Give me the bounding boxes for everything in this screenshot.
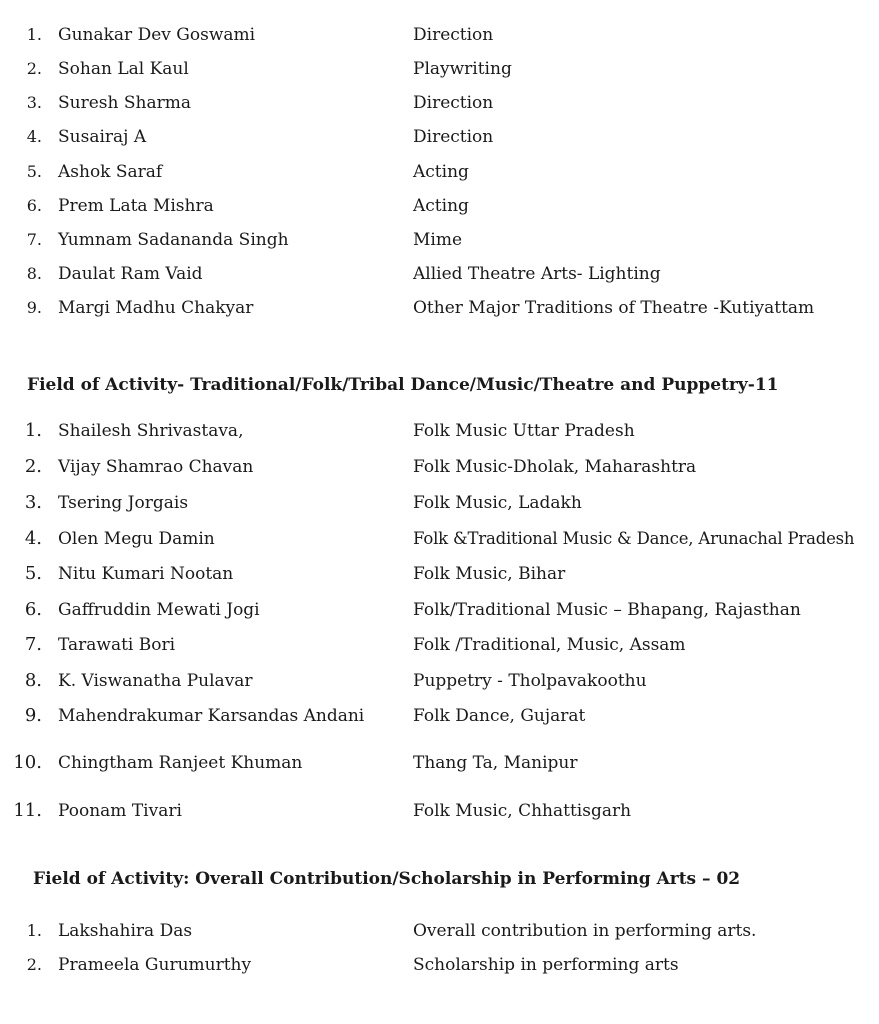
awardee-row <box>0 799 879 823</box>
item-number: 8. <box>26 264 42 283</box>
activity-field: Folk Music, Bihar <box>413 564 566 584</box>
activity-field: Allied Theatre Arts- Lighting <box>413 264 661 284</box>
section-heading: Field of Activity: Overall Contribution/Scholarship in Performing Arts – 02 <box>33 869 741 889</box>
awardee-row <box>0 125 879 149</box>
awardee-name: Margi Madhu Chakyar <box>58 298 254 318</box>
item-number: 2. <box>26 955 42 974</box>
item-number: 9. <box>24 705 42 726</box>
awardee-row <box>0 633 879 657</box>
awardee-row <box>0 455 879 479</box>
awardee-row <box>0 296 879 320</box>
awardee-name: Ashok Saraf <box>58 162 163 182</box>
awardee-name: Nitu Kumari Nootan <box>58 564 234 584</box>
item-number: 8. <box>24 670 42 691</box>
item-number: 2. <box>26 59 42 78</box>
awardee-name: Daulat Ram Vaid <box>58 264 203 284</box>
awardee-row <box>0 160 879 184</box>
activity-field: Puppetry - Tholpavakoothu <box>413 671 647 691</box>
item-number: 5. <box>24 563 42 584</box>
awardee-name: Olen Megu Damin <box>58 529 215 549</box>
activity-field: Acting <box>413 196 469 216</box>
item-number: 4. <box>26 127 42 146</box>
awardee-name: Gunakar Dev Goswami <box>58 25 256 45</box>
awardee-name: Vijay Shamrao Chavan <box>58 457 254 477</box>
item-number: 2. <box>24 456 42 477</box>
activity-field: Direction <box>413 127 494 147</box>
item-number: 6. <box>26 196 42 215</box>
item-number: 7. <box>24 634 42 655</box>
awardee-name: Suresh Sharma <box>58 93 191 113</box>
item-number: 7. <box>26 230 42 249</box>
activity-field: Overall contribution in performing arts. <box>413 921 757 941</box>
awardee-name: Gaffruddin Mewati Jogi <box>58 600 260 620</box>
awardee-row <box>0 751 879 775</box>
activity-field: Scholarship in performing arts <box>413 955 679 975</box>
awardee-name: Lakshahira Das <box>58 921 193 941</box>
awardee-row <box>0 953 879 977</box>
awardee-row <box>0 562 879 586</box>
item-number: 3. <box>24 492 42 513</box>
item-number: 3. <box>26 93 42 112</box>
awardee-name: Tarawati Bori <box>58 635 176 655</box>
awardee-row <box>0 194 879 218</box>
activity-field: Folk Music-Dholak, Maharashtra <box>413 457 697 477</box>
item-number: 11. <box>13 800 42 821</box>
awardee-row <box>0 598 879 622</box>
awardee-name: Shailesh Shrivastava, <box>58 421 244 441</box>
activity-field: Direction <box>413 25 494 45</box>
awardee-row <box>0 419 879 443</box>
awardee-row <box>0 228 879 252</box>
awardee-row <box>0 669 879 693</box>
awardee-name: Yumnam Sadananda Singh <box>58 230 289 250</box>
awardee-name: Sohan Lal Kaul <box>58 59 189 79</box>
awardee-row <box>0 23 879 47</box>
awardee-name: Prameela Gurumurthy <box>58 955 252 975</box>
activity-field: Playwriting <box>413 59 512 79</box>
item-number: 10. <box>13 752 42 773</box>
item-number: 9. <box>26 298 42 317</box>
activity-field: Folk Dance, Gujarat <box>413 706 586 726</box>
section-heading: Field of Activity- Traditional/Folk/Tribal Dance/Music/Theatre and Puppetry-11 <box>27 375 779 395</box>
awardee-name: Tsering Jorgais <box>58 493 189 513</box>
awardee-row <box>0 704 879 728</box>
activity-field: Folk Music, Chhattisgarh <box>413 801 632 821</box>
item-number: 1. <box>26 921 42 940</box>
awardee-name: Susairaj A <box>58 127 147 147</box>
awardee-row <box>0 491 879 515</box>
awardee-row <box>0 91 879 115</box>
awardee-row <box>0 919 879 943</box>
awardee-row <box>0 57 879 81</box>
awardee-name: K. Viswanatha Pulavar <box>58 671 253 691</box>
item-number: 6. <box>24 599 42 620</box>
awardee-row <box>0 527 879 551</box>
awardee-name: Mahendrakumar Karsandas Andani <box>58 706 365 726</box>
activity-field: Mime <box>413 230 463 250</box>
item-number: 4. <box>24 528 42 549</box>
awardee-row <box>0 262 879 286</box>
activity-field: Folk /Traditional, Music, Assam <box>413 635 686 655</box>
awardee-name: Poonam Tivari <box>58 801 182 821</box>
item-number: 1. <box>26 25 42 44</box>
item-number: 1. <box>24 420 42 441</box>
activity-field: Other Major Traditions of Theatre -Kutiyattam <box>413 298 815 318</box>
activity-field: Folk &Traditional Music & Dance, Arunachal Pradesh <box>413 529 855 548</box>
awardee-name: Chingtham Ranjeet Khuman <box>58 753 303 773</box>
activity-field: Folk Music Uttar Pradesh <box>413 421 635 441</box>
activity-field: Thang Ta, Manipur <box>413 753 578 773</box>
activity-field: Acting <box>413 162 469 182</box>
item-number: 5. <box>26 162 42 181</box>
activity-field: Folk/Traditional Music – Bhapang, Rajasthan <box>413 600 801 620</box>
activity-field: Direction <box>413 93 494 113</box>
activity-field: Folk Music, Ladakh <box>413 493 582 513</box>
awardee-name: Prem Lata Mishra <box>58 196 214 216</box>
